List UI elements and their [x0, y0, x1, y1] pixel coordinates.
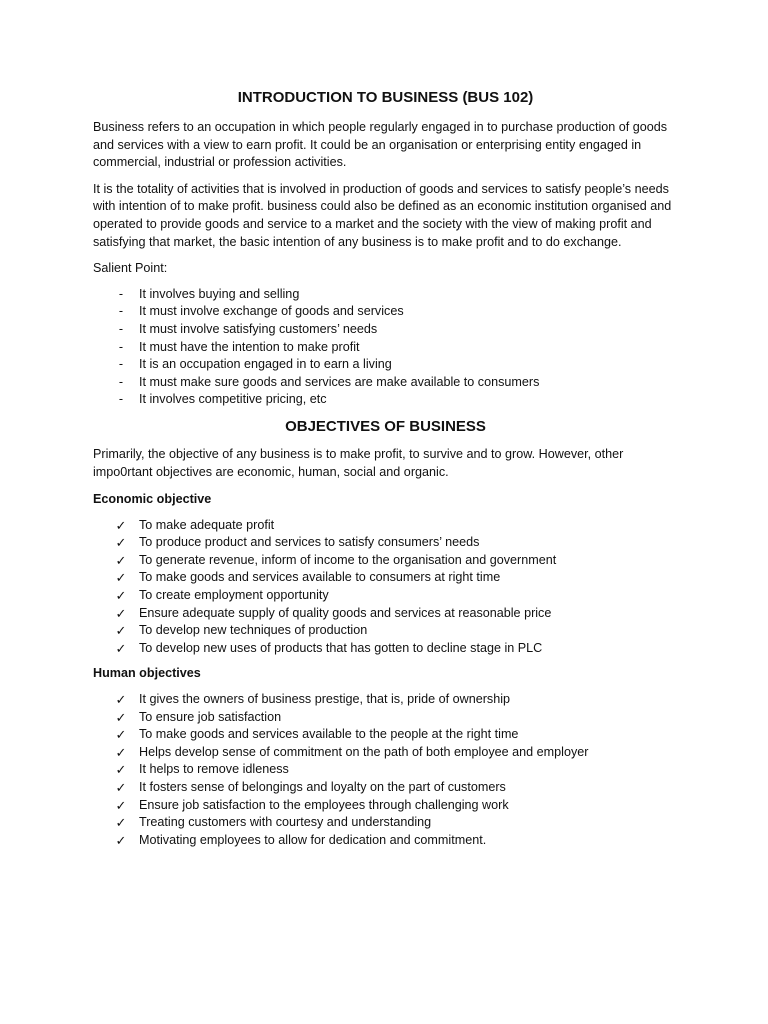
list-item: ✓ It helps to remove idleness	[115, 762, 289, 778]
intro-paragraph-1: Business refers to an occupation in which people regularly engaged in to purchase production of goods and services with a view to earn profit. It could be an organisation or enterprising entity engaged in commercial, industrial or profession activities.	[93, 120, 668, 170]
list-item: ✓ To make goods and services available to the people at the right time	[115, 727, 519, 743]
list-item: - It involves competitive pricing, etc	[93, 391, 678, 409]
checkmark-icon: ✓	[115, 780, 127, 795]
checkmark-icon: ✓	[115, 727, 127, 743]
checkmark-icon: ✓	[115, 797, 127, 813]
list-item: ✓ Ensure job satisfaction to the employees through challenging work	[115, 797, 509, 813]
objectives-heading: OBJECTIVES OF BUSINESS	[285, 417, 486, 435]
checkmark-icon: ✓	[115, 815, 127, 831]
list-item: ✓ To create employment opportunity	[115, 588, 329, 604]
checkmark-icon: ✓	[115, 570, 127, 586]
checkmark-icon: ✓	[115, 832, 127, 848]
checkmark-icon: ✓	[115, 552, 127, 568]
list-item: ✓ Motivating employees to allow for dedication and commitment.	[115, 832, 487, 848]
list-item: ✓ To produce product and services to satisfy consumers’ needs	[115, 535, 480, 551]
checkmark-icon: ✓	[115, 605, 127, 621]
economic-objective-list	[93, 517, 678, 658]
checkmark-icon: ✓	[115, 744, 127, 760]
list-item: ✓ It gives the owners of business prestige, that is, pride of ownership	[115, 692, 511, 708]
list-item: ✓ To generate revenue, inform of income to the organisation and government	[115, 552, 557, 568]
list-item: - It is an occupation engaged in to earn a living	[93, 356, 678, 374]
objectives-intro: Primarily, the objective of any business is to make profit, to survive and to grow. However, other impo0rtant objectives are economic, human, social and organic.	[93, 446, 624, 479]
dash-bullet: -	[118, 321, 124, 336]
dash-bullet: -	[118, 357, 124, 372]
checkmark-icon: ✓	[115, 535, 127, 551]
list-item: ✓ To make adequate profit	[115, 517, 275, 533]
checkmark-icon: ✓	[115, 517, 127, 533]
checkmark-icon: ✓	[115, 762, 127, 778]
list-item: - It involves buying and selling	[93, 286, 678, 304]
document-title: INTRODUCTION TO BUSINESS (BUS 102)	[237, 89, 534, 106]
checkmark-icon: ✓	[115, 640, 127, 656]
dash-bullet: -	[118, 392, 124, 407]
list-item: ✓ Helps develop sense of commitment on the path of both employee and employer	[115, 744, 589, 760]
human-objectives-list	[93, 691, 678, 849]
list-item: ✓ To develop new uses of products that has gotten to decline stage in PLC	[115, 640, 543, 656]
list-item: ✓ To ensure job satisfaction	[115, 709, 282, 725]
list-item: ✓ Ensure adequate supply of quality goods and services at reasonable price	[115, 605, 552, 621]
dash-bullet: -	[118, 374, 124, 389]
dash-bullet: -	[118, 304, 124, 319]
intro-paragraph-2: It is the totality of activities that is involved in production of goods and services to satisfy people’s needs with intention of to make profit. business could also be defined as an economic institution organised and operated to provide goods and service to a market and the society with the view of making profit and satisfying that market, the basic intention of any business is to make profit and to do exchange.	[93, 181, 672, 249]
dash-bullet: -	[118, 339, 124, 354]
checkmark-icon: ✓	[115, 623, 127, 639]
list-item: - It must involve exchange of goods and services	[93, 303, 678, 321]
dash-bullet: -	[118, 286, 124, 301]
list-item: ✓ To make goods and services available to consumers at right time	[115, 570, 501, 586]
salient-label: Salient Point:	[93, 261, 168, 276]
document-page	[93, 88, 678, 857]
checkmark-icon: ✓	[115, 692, 127, 708]
list-item: ✓ Treating customers with courtesy and understanding	[115, 815, 432, 831]
checkmark-icon: ✓	[115, 588, 127, 604]
economic-objective-heading: Economic objective	[93, 492, 212, 507]
salient-list	[93, 286, 678, 409]
checkmark-icon: ✓	[115, 709, 127, 725]
human-objectives-heading: Human objectives	[93, 666, 201, 681]
list-item: - It must involve satisfying customers’ needs	[93, 321, 678, 339]
list-item: - It must have the intention to make profit	[93, 339, 678, 357]
list-item: - It must make sure goods and services are make available to consumers	[93, 374, 678, 392]
list-item: ✓ To develop new techniques of production	[115, 623, 368, 639]
list-item: ✓ It fosters sense of belongings and loyalty on the part of customers	[115, 780, 506, 795]
